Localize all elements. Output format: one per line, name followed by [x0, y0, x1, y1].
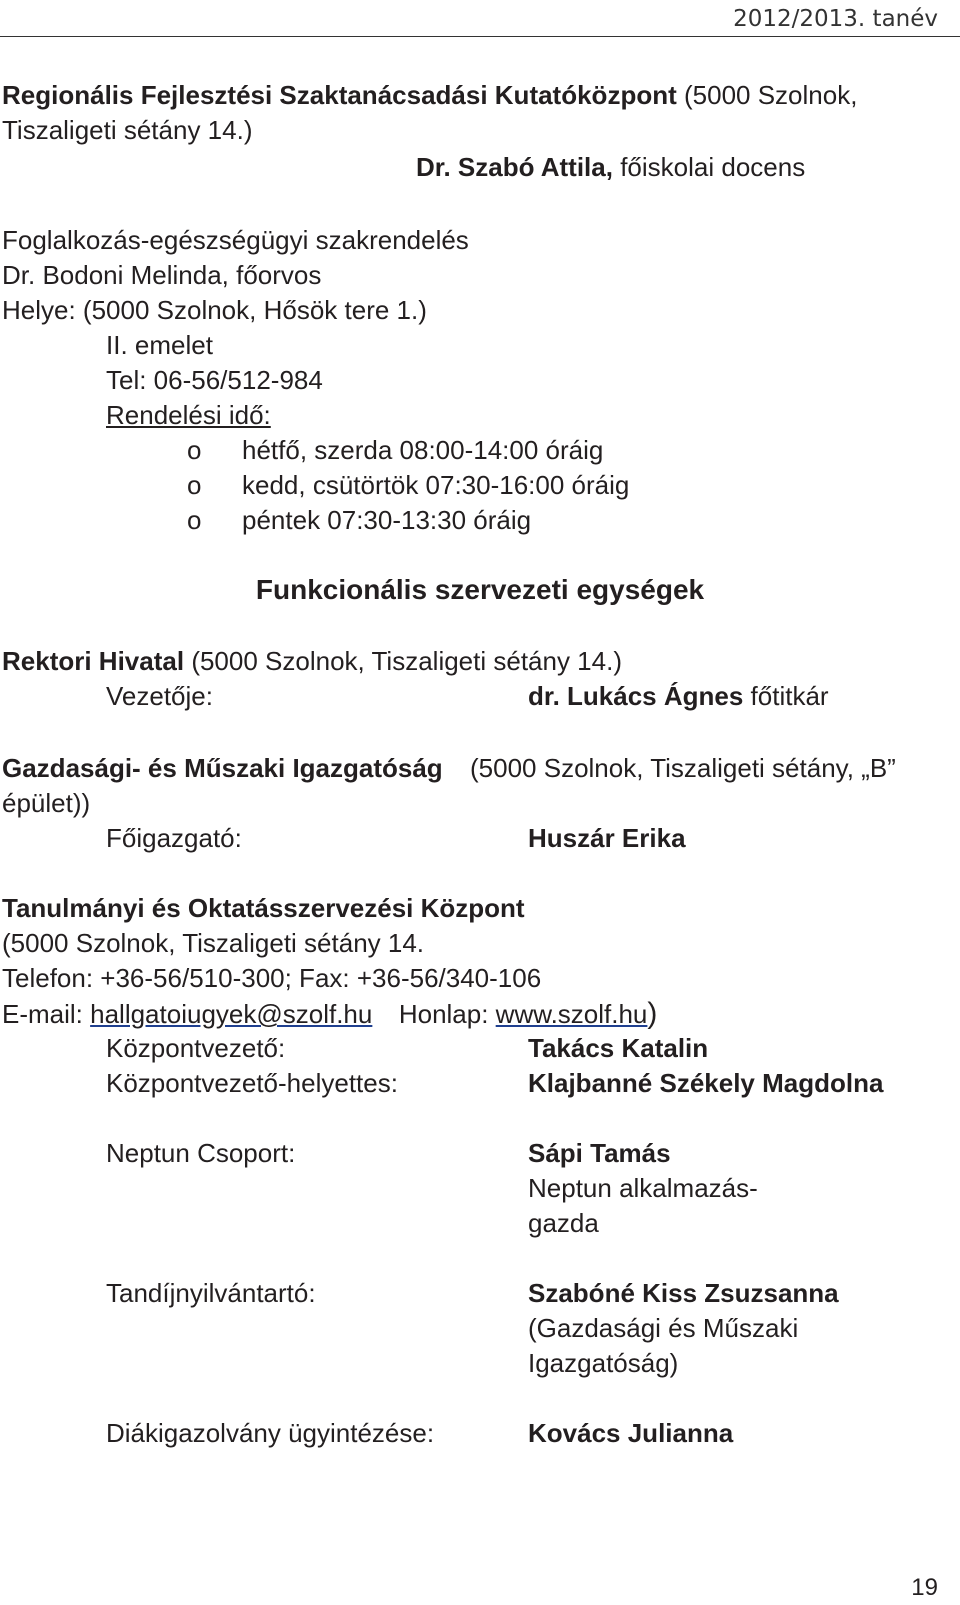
- study-name: Tanulmányi és Oktatásszervezési Központ: [2, 893, 525, 923]
- hours-bullet: o: [187, 435, 202, 465]
- rector-role: főtitkár: [750, 681, 829, 711]
- regional-head: [416, 150, 805, 185]
- health-floor: II. emelet: [106, 330, 213, 360]
- header-year: 2012/2013. tanév: [733, 6, 938, 32]
- econ-name: Gazdasági- és Műszaki Igazgatóság: [2, 753, 443, 783]
- health-tel: Tel: 06-56/512-984: [106, 365, 323, 395]
- row-person: Szabóné Kiss Zsuzsanna: [528, 1278, 839, 1308]
- econ-label: Főigazgató:: [106, 823, 242, 853]
- row-extra: (Gazdasági és Műszaki: [528, 1313, 799, 1343]
- regional-addr2: Tiszaligeti sétány 14.): [2, 115, 253, 145]
- hours-item: kedd, csütörtök 07:30-16:00 óráig: [242, 470, 630, 500]
- rector-name: Rektori Hivatal: [2, 646, 185, 676]
- study-contact: [2, 996, 657, 1032]
- regional-line1: [2, 78, 857, 113]
- header-rule: [0, 36, 960, 37]
- study-phone: Telefon: +36-56/510-300; Fax: +36-56/340-106: [2, 963, 542, 993]
- row-person: Takács Katalin: [528, 1033, 709, 1063]
- row-label: Központvezető-helyettes:: [106, 1068, 398, 1098]
- hours-bullet: o: [187, 505, 202, 535]
- email-label: E-mail:: [2, 999, 91, 1029]
- row-person: Klajbanné Székely Magdolna: [528, 1068, 884, 1098]
- hours-item: hétfő, szerda 08:00-14:00 óráig: [242, 435, 604, 465]
- regional-name: Regionális Fejlesztési Szaktanácsadási Kutatóközpont: [2, 80, 677, 110]
- health-doctor: Dr. Bodoni Melinda, főorvos: [2, 260, 322, 290]
- row-label: Diákigazolvány ügyintézése:: [106, 1418, 435, 1448]
- row-extra: Neptun alkalmazás-: [528, 1173, 758, 1203]
- web-label: Honlap:: [398, 999, 496, 1029]
- regional-head-title: főiskolai docens: [620, 152, 806, 182]
- health-hours-label: Rendelési idő:: [106, 400, 271, 430]
- rector-line: [2, 644, 622, 679]
- rector-addr: (5000 Szolnok, Tiszaligeti sétány 14.): [191, 646, 622, 676]
- health-place: Helye: (5000 Szolnok, Hősök tere 1.): [2, 295, 427, 325]
- econ-person: Huszár Erika: [528, 823, 686, 853]
- row-label: Tandíjnyilvántartó:: [106, 1278, 316, 1308]
- page-number: 19: [911, 1574, 938, 1601]
- rector-person: dr. Lukács Ágnes: [528, 681, 744, 711]
- closing-paren: ): [647, 997, 658, 1030]
- econ-addr2: épület)): [2, 788, 91, 818]
- hours-item: péntek 07:30-13:30 óráig: [242, 505, 532, 535]
- row-label: Neptun Csoport:: [106, 1138, 296, 1168]
- row-person: Sápi Tamás: [528, 1138, 671, 1168]
- email-link[interactable]: hallgatoiugyek@szolf.hu: [90, 999, 373, 1029]
- row-person: Kovács Julianna: [528, 1418, 734, 1448]
- row-extra: Igazgatóság): [528, 1348, 679, 1378]
- rector-head: [528, 679, 829, 714]
- study-addr: (5000 Szolnok, Tiszaligeti sétány 14.: [2, 928, 425, 958]
- econ-addr1: (5000 Szolnok, Tiszaligeti sétány, „B”: [470, 753, 896, 783]
- rector-label: Vezetője:: [106, 681, 213, 711]
- hours-bullet: o: [187, 470, 202, 500]
- row-extra: gazda: [528, 1208, 599, 1238]
- regional-addr1: (5000 Szolnok,: [683, 80, 858, 110]
- section-title: Funkcionális szervezeti egységek: [255, 574, 705, 605]
- health-title: Foglalkozás-egészségügyi szakrendelés: [2, 225, 469, 255]
- row-label: Központvezető:: [106, 1033, 286, 1063]
- web-link[interactable]: www.szolf.hu: [495, 999, 648, 1029]
- regional-head-name: Dr. Szabó Attila,: [416, 152, 613, 182]
